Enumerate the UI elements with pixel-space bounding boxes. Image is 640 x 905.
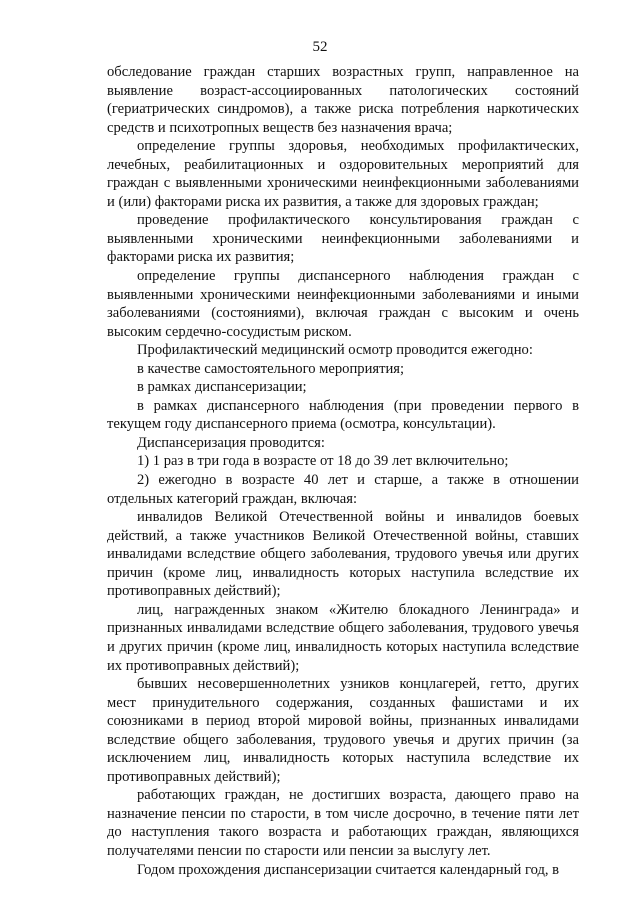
page-number: 52 (312, 39, 328, 55)
paragraph: Профилактический медицинский осмотр проводится ежегодно: (137, 342, 533, 359)
paragraph: обследование граждан старших возрастных групп, направленное на выявление возраст-ассоциированных патологических состояний (гериатрических синдромов), а также риска потребления наркотических средств и психотропных веществ без назначения врача; (107, 64, 579, 136)
paragraph: бывших несовершеннолетних узников концлагерей, гетто, других мест принудительного содержания, созданных фашистами и их союзниками в период второй мировой войны, признанных инвалидами вследствие общего заболевания, трудового увечья и других причин (за исключением лиц, инвалидность которых наступила вследствие их противоправных действий); (107, 676, 579, 785)
paragraph: лиц, награжденных знаком «Жителю блокадного Ленинграда» и признанных инвалидами вследствие общего заболевания, трудового увечья и других причин (кроме лиц, инвалидность которых наступила вследствие их противоправных действий); (107, 601, 579, 674)
paragraph: в рамках диспансерного наблюдения (при проведении первого в текущем году диспансерного приема (осмотра, консультации). (107, 397, 579, 433)
document-body (107, 63, 579, 879)
paragraph: определение группы здоровья, необходимых профилактических, лечебных, реабилитационных и оздоровительных мероприятий для граждан с выявленными хроническими неинфекционными заболеваниями и (или) факторами риска их развития, а также для здоровых граждан; (107, 138, 579, 210)
paragraph: определение группы диспансерного наблюдения граждан с выявленными хроническими неинфекционными заболеваниями и иными заболеваниями (состояниями), включая граждан с высоким и очень высоким сердечно-сосудистым риском. (107, 268, 579, 340)
paragraph: Годом прохождения диспансеризации считается календарный год, в (137, 861, 560, 878)
paragraph: инвалидов Великой Отечественной войны и инвалидов боевых действий, а также участников Великой Отечественной войны, ставших инвалидами вследствие общего заболевания, трудового увечья или других причин (кроме лиц, инвалидность которых наступила вследствие их противоправных действий); (107, 509, 579, 600)
paragraph: работающих граждан, не достигших возраста, дающего право на назначение пенсии по старости, в том числе досрочно, в течение пяти лет до наступления такого возраста и работающих граждан, являющихся получателями пенсии по старости или пенсии за выслугу лет. (107, 787, 579, 859)
paragraph: 2) ежегодно в возрасте 40 лет и старше, а также в отношении отдельных категорий граждан, включая: (107, 472, 579, 507)
paragraph: проведение профилактического консультирования граждан с выявленными хроническими неинфекционными заболеваниями и факторами риска их развития; (107, 212, 579, 266)
paragraph: в рамках диспансеризации; (137, 379, 307, 396)
paragraph: в качестве самостоятельного мероприятия; (137, 360, 405, 377)
paragraph: 1) 1 раз в три года в возрасте от 18 до 39 лет включительно; (137, 453, 509, 470)
paragraph: Диспансеризация проводится: (137, 434, 325, 451)
